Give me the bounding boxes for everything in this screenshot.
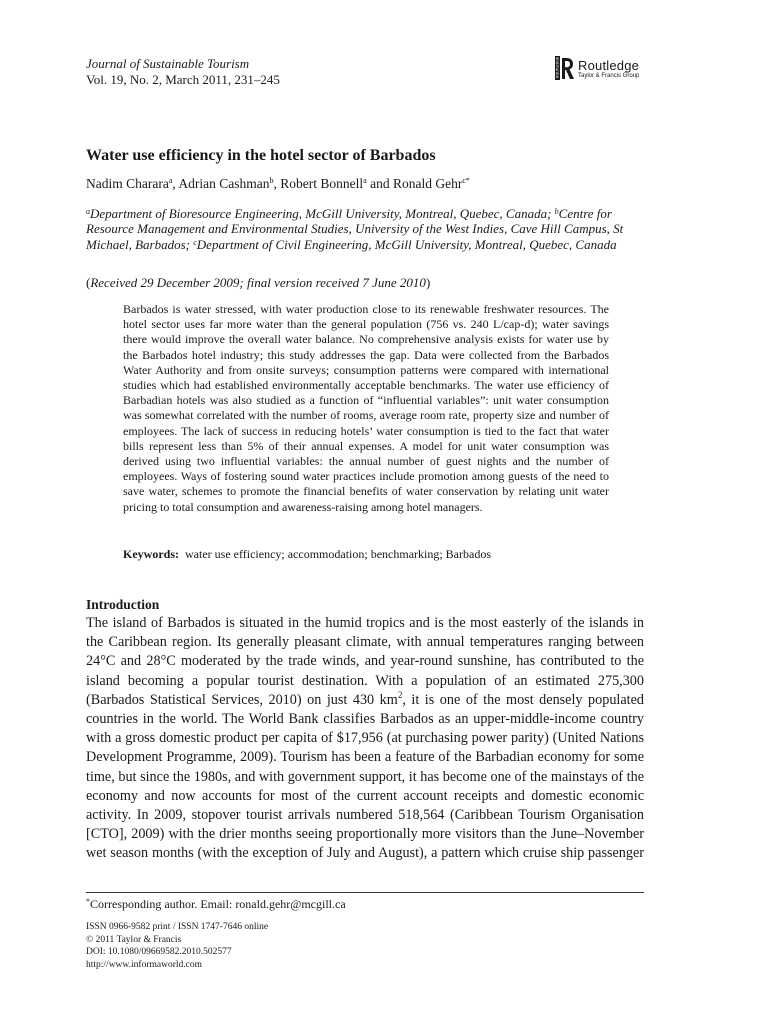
affiliation: Centre for Resource Management and Environmental Studies, University of the West Indies, Cave Hill Campus, St Michael, Barbados;: [86, 206, 624, 252]
footnote-divider: [86, 892, 644, 893]
abstract: Barbados is water stressed, with water production close to its renewable freshwater resources. The hotel sector uses far more water than the general population (756 vs. 240 L/cap-d); water savings there would improve the overall water balance. No comprehensive analysis exists for water use by the Barbados hotel industry; this study addresses the gap. Data were collected from the Barbados Water Authority and from onsite surveys; consumption patterns were compared with international studies which had established environmentally acceptable benchmarks. The water use efficiency of Barbadian hotels was also studied as a function of “influential variables”: unit water consumption was somewhat correlated with the number of rooms, average room rate, property size and number of employees. The lack of success in reducing hotels’ water consumption is tied to the fact that water bills represent less than 5% of their annual expenses. A model for unit water consumption was derived using two influential variables: the annual number of guest nights and the number of employees. Ways of fostering sound water practices include promotion among guests of the need to save water, schemes to promote the financial benefits of water conservation by relating unit water pricing to total consumption and awareness-raising among hotel managers.: [123, 302, 609, 514]
publisher-side-text: ROUTLEDGE: [555, 56, 560, 78]
corresponding-author-footnote: *Corresponding author. Email: ronald.gehr@mcgill.ca: [86, 897, 346, 911]
received-dates: (Received 29 December 2009; final version received 7 June 2010): [86, 275, 431, 290]
affiliations: $^a$Department of Bioresource Engineering, McGill University, Montreal, Quebec, Canada; $^b$Centre for Resource Management and Environmental Studies, University of the West Indies, Cave Hill Campus, St Michael, Barbados; $^c$Department of Civil Engineering, McGill University, Montreal, Quebec, Canada: [86, 206, 624, 252]
keywords-label: Keywords:: [123, 547, 179, 561]
publisher-url[interactable]: http://www.informaworld.com: [86, 959, 203, 970]
volume-info: Vol. 19, No. 2, March 2011, 231–245: [86, 72, 280, 87]
author-name: Ronald Gehr: [392, 176, 463, 191]
publisher-logo: [555, 56, 655, 82]
introduction-paragraph: The island of Barbados is situated in the humid tropics and is the most easterly of the islands in the Caribbean region. Its generally pleasant climate, with annual temperatures ranging between 24°C and 28°C moderated by the trade winds, and year-round sunshine, has contributed to the island becoming a popular tourist destination. With a population of an estimated 275,300 (Barbados Statistical Services, 2010) on just 430 $km^2$, it is one of the most densely populated countries in the world. The World Bank classifies Barbados as an upper-middle-income country with a gross domestic product per capita of $17,956 (at purchasing power parity) (United Nations Development Programme, 2009). Tourism has been a feature of the Barbadian economy for some time, but since the 1980s, and with government support, it has become one of the mainstays of the economy and now accounts for most of the current account receipts and domestic economic activity. In 2009, stopover tourist arrivals numbered 518,564 (Caribbean Tourism Organisation [CTO], 2009) with the drier months seeing proportionally more visitors than the June–November wet season months (with the exception of July and August), a pattern which cruise ship passenger: [86, 615, 644, 862]
author-name: Nadim Charara: [86, 176, 169, 191]
author-affil-marker: a: [168, 176, 173, 185]
affiliation: Department of Civil Engineering, McGill University, Montreal, Quebec, Canada: [196, 236, 617, 252]
author-name: Robert Bonnell: [280, 176, 364, 191]
author-affil-marker: b: [269, 176, 274, 185]
journal-name: Journal of Sustainable Tourism: [86, 56, 250, 71]
publisher-subtitle: Taylor & Francis Group: [578, 73, 640, 79]
journal-header: [86, 56, 280, 88]
author-affil-marker: a: [363, 176, 367, 185]
doi: DOI: 10.1080/09669582.2010.502577: [86, 947, 232, 958]
publication-info: [86, 921, 268, 971]
copyright: © 2011 Taylor & Francis: [86, 934, 182, 945]
article-title: Water use efficiency in the hotel sector of Barbados: [86, 147, 436, 164]
keywords: [123, 547, 491, 562]
author-name: Adrian Cashman: [178, 176, 270, 191]
section-heading-introduction: Introduction: [86, 597, 160, 612]
publisher-name: Routledge: [578, 58, 640, 73]
issn: ISSN 0966-9582 print / ISSN 1747-7646 online: [86, 922, 269, 932]
affiliation: Department of Bioresource Engineering, McGill University, Montreal, Quebec, Canada;: [90, 206, 555, 221]
author-affil-marker: c*: [462, 176, 470, 185]
routledge-logo-icon: [555, 56, 575, 80]
author-list: Nadim Charara$^a$, Adrian Cashman$^b$, Robert Bonnell$^a$ and Ronald Gehr$^{c*}$: [86, 176, 470, 191]
keywords-list: water use efficiency; accommodation; benchmarking; Barbados: [185, 547, 491, 561]
